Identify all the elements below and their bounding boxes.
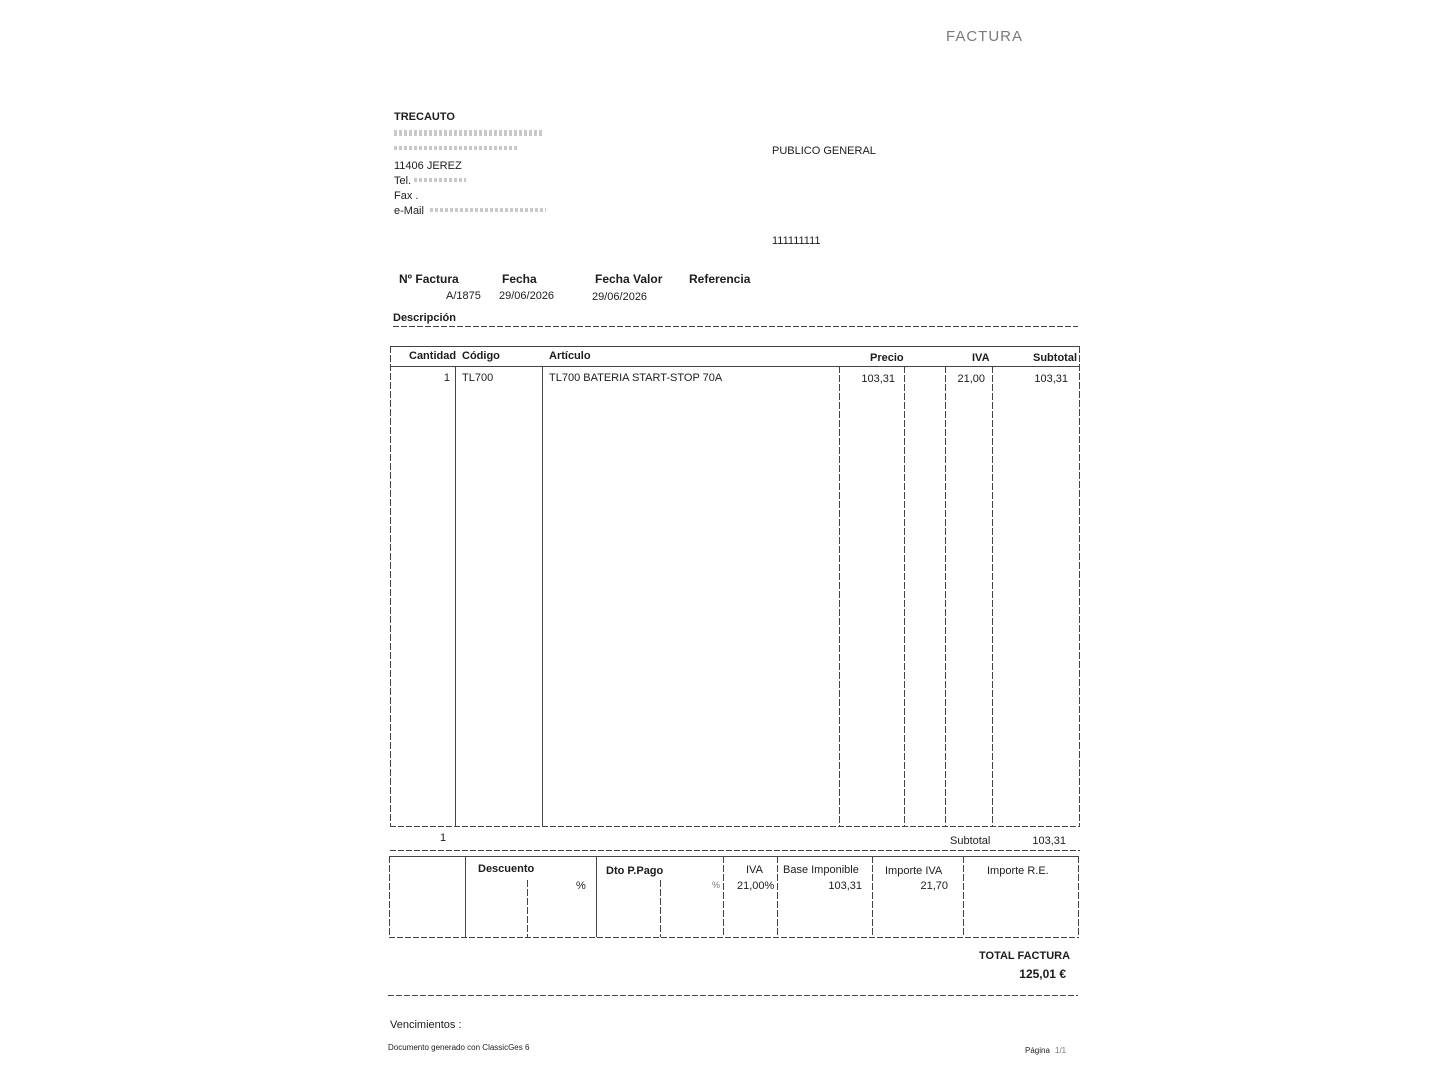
tax-box-right-border <box>1078 856 1079 937</box>
discount-label: Descuento <box>478 863 535 875</box>
page-label: Página <box>1025 1046 1050 1055</box>
table-header-divider <box>390 366 1080 367</box>
vat-amount-label: Importe IVA <box>885 865 943 877</box>
row-vat: 21,00 <box>957 373 985 385</box>
generated-by-note: Documento generado con ClassicGes 6 <box>388 1043 530 1052</box>
header-article: Artículo <box>549 350 591 362</box>
invoice-date: 29/06/2026 <box>499 290 555 302</box>
vat-rate-value: 21,00% <box>737 880 775 892</box>
row-subtotal: 103,31 <box>1034 373 1068 385</box>
table-col-divider <box>904 366 905 826</box>
issuer-name: TRECAUTO <box>394 111 455 123</box>
tax-box-divider <box>596 856 597 937</box>
tax-box-divider <box>527 880 528 937</box>
discount-pct: % <box>576 880 586 892</box>
tax-box-divider <box>660 880 661 937</box>
document-title: FACTURA <box>946 28 1024 45</box>
redacted-issuer-tel <box>414 178 466 182</box>
header-qty: Cantidad <box>409 350 457 362</box>
page-number: 1/1 <box>1055 1046 1067 1055</box>
invoice-number-label: Nº Factura <box>399 272 459 286</box>
invoice-value-date-label: Fecha Valor <box>595 272 663 286</box>
tax-box-divider <box>777 856 778 937</box>
table-col-divider <box>839 366 840 826</box>
total-rule <box>388 995 1078 996</box>
row-price: 103,31 <box>861 373 895 385</box>
table-bottom-border <box>390 850 1080 851</box>
table-footer-divider <box>390 826 1080 827</box>
redacted-issuer-owner <box>394 130 544 136</box>
table-top-border <box>390 346 1080 347</box>
header-price: Precio <box>870 352 904 364</box>
total-label: TOTAL FACTURA <box>979 950 1071 962</box>
tax-base-label: Base Imponible <box>783 864 859 876</box>
re-amount-label: Importe R.E. <box>987 865 1049 877</box>
tax-box-left-border <box>389 856 390 937</box>
redacted-issuer-email <box>430 208 546 212</box>
invoice-value-date: 29/06/2026 <box>592 291 648 303</box>
tax-box-divider <box>963 856 964 937</box>
header-vat: IVA <box>972 352 990 364</box>
issuer-fax-label: Fax . <box>394 190 419 202</box>
tax-box-divider <box>465 856 466 937</box>
issuer-tel-label: Tel. <box>394 175 412 187</box>
dto-pago-label: Dto P.Pago <box>606 865 664 877</box>
table-right-border <box>1079 346 1080 826</box>
invoice-date-label: Fecha <box>502 272 537 286</box>
row-article: TL700 BATERIA START-STOP 70A <box>549 372 723 384</box>
description-label: Descripción <box>393 312 456 324</box>
tax-box-divider <box>723 856 724 937</box>
issuer-email-label: e-Mail <box>394 205 424 217</box>
footer-subtotal-label: Subtotal <box>950 835 991 847</box>
description-rule <box>393 326 1078 327</box>
invoice-reference-label: Referencia <box>689 272 751 286</box>
tax-base-value: 103,31 <box>828 880 862 892</box>
total-value: 125,01 € <box>1019 967 1066 981</box>
table-col-divider <box>992 366 993 826</box>
tax-box-top-border <box>389 856 1079 857</box>
tax-box-divider <box>872 856 873 937</box>
footer-subtotal-value: 103,31 <box>1032 835 1066 847</box>
header-code: Código <box>462 350 500 362</box>
invoice-number: A/1875 <box>446 290 481 302</box>
table-col-divider <box>542 366 543 826</box>
redacted-issuer-address <box>394 146 518 150</box>
client-nif: 111111111 <box>772 235 821 247</box>
header-subtotal: Subtotal <box>1033 352 1077 364</box>
row-qty: 1 <box>443 372 450 384</box>
vat-amount-value: 21,70 <box>920 880 948 892</box>
dto-pago-pct: % <box>712 880 721 890</box>
tax-box-bottom-border <box>389 937 1079 938</box>
vat-label: IVA <box>746 864 763 876</box>
footer-qty-total: 1 <box>440 832 447 844</box>
table-left-border <box>390 346 391 826</box>
table-col-divider <box>945 366 946 826</box>
table-col-divider <box>455 366 456 826</box>
client-name: PUBLICO GENERAL <box>772 145 876 157</box>
issuer-city: 11406 JEREZ <box>394 160 462 172</box>
due-dates-label: Vencimientos : <box>390 1019 462 1031</box>
row-code: TL700 <box>462 372 494 384</box>
